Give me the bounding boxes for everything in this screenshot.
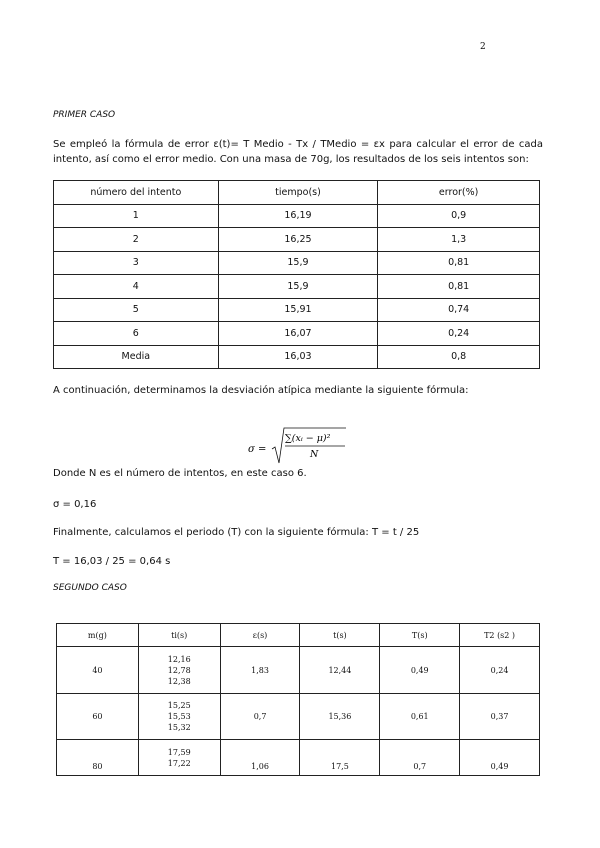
table-cell: 16,03	[218, 345, 378, 369]
period-result: T = 16,03 / 25 = 0,64 s	[53, 556, 171, 567]
table-cell: 5	[54, 298, 219, 322]
table-cell: 16,25	[218, 228, 378, 252]
table-row	[54, 322, 540, 346]
table-cell: 0,24	[378, 322, 540, 346]
page-number: 2	[480, 42, 486, 52]
time-value: 15,53	[167, 712, 191, 721]
table-cell: 0,49	[380, 647, 460, 694]
table-cell: 0,7	[220, 694, 300, 740]
table-cell: 2	[54, 228, 219, 252]
table-cell: 0,74	[378, 298, 540, 322]
table-header-cell: tiempo(s)	[218, 181, 378, 205]
table-header-row	[54, 181, 540, 205]
table-header-cell: m(g)	[57, 624, 139, 647]
table-row	[54, 275, 540, 299]
table-cell: 80	[57, 740, 139, 776]
table-row	[54, 204, 540, 228]
table-cell-times	[138, 694, 220, 740]
table-header-cell: ε(s)	[220, 624, 300, 647]
time-value: 12,38	[167, 676, 191, 686]
table-header-cell: número del intento	[54, 181, 219, 205]
table-cell: 15,9	[218, 275, 378, 299]
table-cell: 1	[54, 204, 219, 228]
time-value: 17,22	[167, 758, 191, 768]
time-value: 12,16	[167, 654, 191, 664]
table-cell: 3	[54, 251, 219, 275]
time-value: 12,78	[167, 665, 191, 675]
table-cell: 15,91	[218, 298, 378, 322]
table-cell: 6	[54, 322, 219, 346]
table-cell: Media	[54, 345, 219, 369]
table-cell: 17,5	[300, 740, 380, 776]
table-header-cell: T(s)	[380, 624, 460, 647]
case1-heading: PRIMER CASO	[53, 110, 116, 120]
table-cell: 0,8	[378, 345, 540, 369]
table-cell: 12,44	[300, 647, 380, 694]
time-value: 15,32	[167, 723, 191, 732]
case1-intro-line1: Se empleó la fórmula de error ε(t)= T Medio - Tx / TMedio = εx para calcular el error de cada	[53, 139, 543, 150]
table-cell: 0,61	[380, 694, 460, 740]
time-value: 17,59	[167, 747, 191, 757]
case2-heading: SEGUNDO CASO	[53, 583, 127, 593]
formula-numerator: ∑(xᵢ − μ)²	[285, 433, 331, 444]
deviation-text: A continuación, determinamos la desviación atípica mediante la siguiente fórmula:	[53, 385, 469, 396]
sigma-value: σ = 0,16	[53, 499, 97, 510]
table-header-row	[57, 624, 540, 647]
n-explanation: Donde N es el número de intentos, en este caso 6.	[53, 468, 307, 479]
table-cell-times	[138, 647, 220, 694]
table-header-cell: t(s)	[300, 624, 380, 647]
table-cell: 1,3	[378, 228, 540, 252]
case2-results-table	[56, 623, 540, 776]
table-row	[54, 251, 540, 275]
table-row	[57, 647, 540, 694]
table-cell: 0,81	[378, 275, 540, 299]
table-header-cell: error(%)	[378, 181, 540, 205]
table-cell: 4	[54, 275, 219, 299]
std-deviation-formula	[248, 425, 368, 465]
table-cell: 15,36	[300, 694, 380, 740]
table-cell: 0,37	[460, 694, 540, 740]
table-header-cell: ti(s)	[138, 624, 220, 647]
table-cell: 0,7	[380, 740, 460, 776]
table-cell: 0,9	[378, 204, 540, 228]
time-value: 15,25	[167, 701, 191, 710]
table-cell: 60	[57, 694, 139, 740]
table-cell: 16,19	[218, 204, 378, 228]
table-cell: 0,49	[460, 740, 540, 776]
table-row	[57, 740, 540, 776]
table-cell: 0,81	[378, 251, 540, 275]
table-row	[54, 298, 540, 322]
formula-sigma: σ =	[248, 444, 267, 455]
table-cell-times	[138, 740, 220, 776]
table-cell: 1,06	[220, 740, 300, 776]
table-row	[54, 228, 540, 252]
case1-intro	[53, 137, 543, 167]
table-row-mean	[54, 345, 540, 369]
formula-denominator: N	[310, 449, 319, 460]
table-cell: 0,24	[460, 647, 540, 694]
table-row	[57, 694, 540, 740]
table-cell: 15,9	[218, 251, 378, 275]
table-cell: 16,07	[218, 322, 378, 346]
table-cell: 40	[57, 647, 139, 694]
period-formula-text: Finalmente, calculamos el periodo (T) con la siguiente fórmula: T = t / 25	[53, 527, 420, 538]
case1-results-table	[53, 180, 540, 369]
table-header-cell: T2 (s2 )	[460, 624, 540, 647]
table-cell: 1,83	[220, 647, 300, 694]
case1-intro-line2: intento, así como el error medio. Con una masa de 70g, los resultados de los seis intentos son:	[53, 154, 529, 165]
